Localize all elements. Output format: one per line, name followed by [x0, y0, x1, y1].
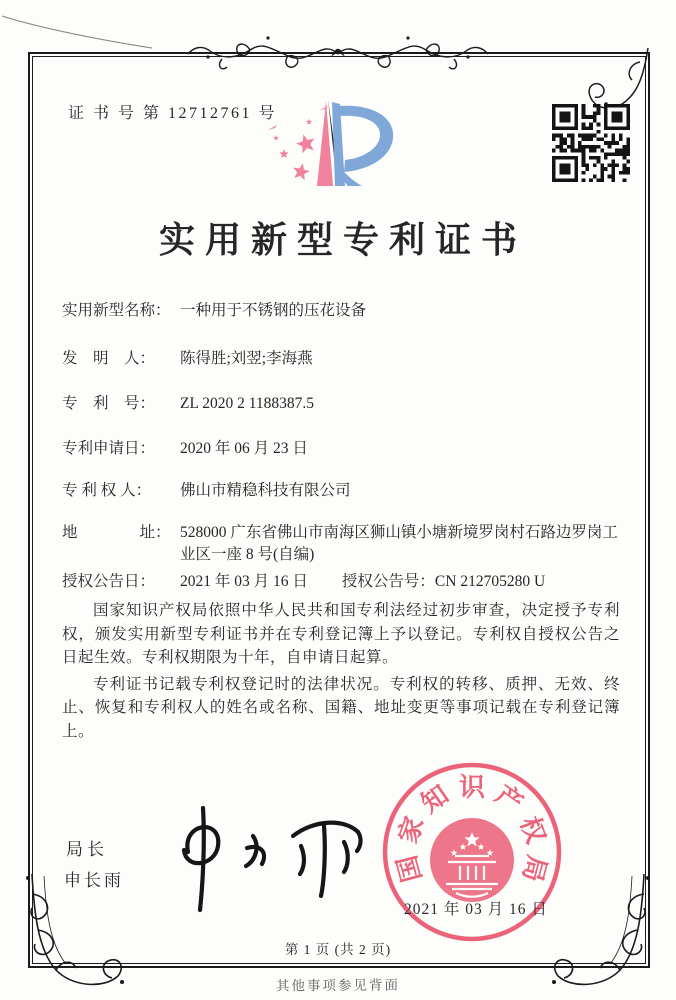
field-inventors	[62, 348, 620, 370]
back-side-note: 其他事项参见背面	[275, 977, 401, 994]
commissioner-role: 局长	[66, 840, 108, 859]
field-value: 陈得胜;刘翌;李海燕	[180, 350, 313, 367]
body-paragraph: 国家知识产权局依照中华人民共和国专利法经过初步审查，决定授予专利权，颁发实用新型专利证书并在专利登记簿上予以登记。专利权自授权公告之日起生效。专利权期限为十年，自申请日起算。	[62, 602, 620, 666]
field-label: 地 址：	[62, 524, 171, 541]
field-patentee	[62, 480, 620, 502]
field-value: 2021 年 03 月 16 日	[180, 573, 308, 590]
field-patent-number	[62, 393, 620, 415]
field-address	[62, 522, 620, 566]
scan-scratch-artifact	[0, 6, 160, 56]
svg-text:局: 局	[516, 852, 552, 886]
field-filing-date	[62, 438, 620, 460]
field-label: 授权公告号：	[341, 573, 435, 590]
svg-text:知: 知	[416, 779, 454, 819]
seal-date: 2021 年 03 月 16 日	[404, 901, 548, 918]
qr-code	[552, 104, 630, 182]
official-seal	[376, 756, 568, 948]
certificate-body-text	[62, 599, 620, 746]
field-value: 2020 年 06 月 23 日	[180, 440, 308, 457]
field-label: 专 利 权 人：	[62, 482, 152, 499]
svg-text:权: 权	[514, 812, 551, 848]
certificate-title: 实用新型专利证书	[158, 220, 527, 260]
field-label: 专利申请日：	[62, 440, 156, 457]
national-emblem	[430, 818, 514, 902]
commissioner-signature	[148, 802, 383, 914]
field-grant-announcement	[62, 571, 620, 593]
field-label: 专 利 号：	[62, 395, 156, 412]
cnipa-logo-icon	[256, 90, 448, 210]
svg-text:国: 国	[392, 852, 428, 886]
field-value: 一种用于不锈钢的压花设备	[180, 302, 367, 319]
field-value: CN 212705280 U	[434, 573, 546, 590]
field-value: 佛山市精稳科技有限公司	[180, 482, 351, 499]
field-label: 实用新型名称：	[62, 302, 171, 319]
field-label: 发 明 人：	[62, 350, 156, 367]
svg-text:识: 识	[458, 773, 486, 802]
svg-text:产: 产	[490, 779, 528, 819]
field-label: 授权公告日：	[62, 573, 156, 590]
certificate-number: 证 书 号 第 12712761 号	[68, 105, 278, 122]
body-paragraph: 专利证书记载专利权登记时的法律状况。专利权的转移、质押、无效、终止、恢复和专利权人的姓名或名称、国籍、地址变更等事项记载在专利登记簿上。	[62, 675, 620, 740]
top-ornament-flourish	[168, 26, 508, 88]
commissioner-name: 申长雨	[64, 871, 124, 890]
page-number: 第 1 页 (共 2 页)	[284, 942, 392, 957]
field-value: ZL 2020 2 1188387.5	[180, 395, 315, 412]
field-value: 528000 广东省佛山市南海区狮山镇小塘新境罗岗村石路边罗岗工业区一座 8 号(自编)	[180, 524, 618, 563]
field-utility-model-name	[62, 300, 620, 322]
svg-text:家: 家	[393, 812, 430, 848]
